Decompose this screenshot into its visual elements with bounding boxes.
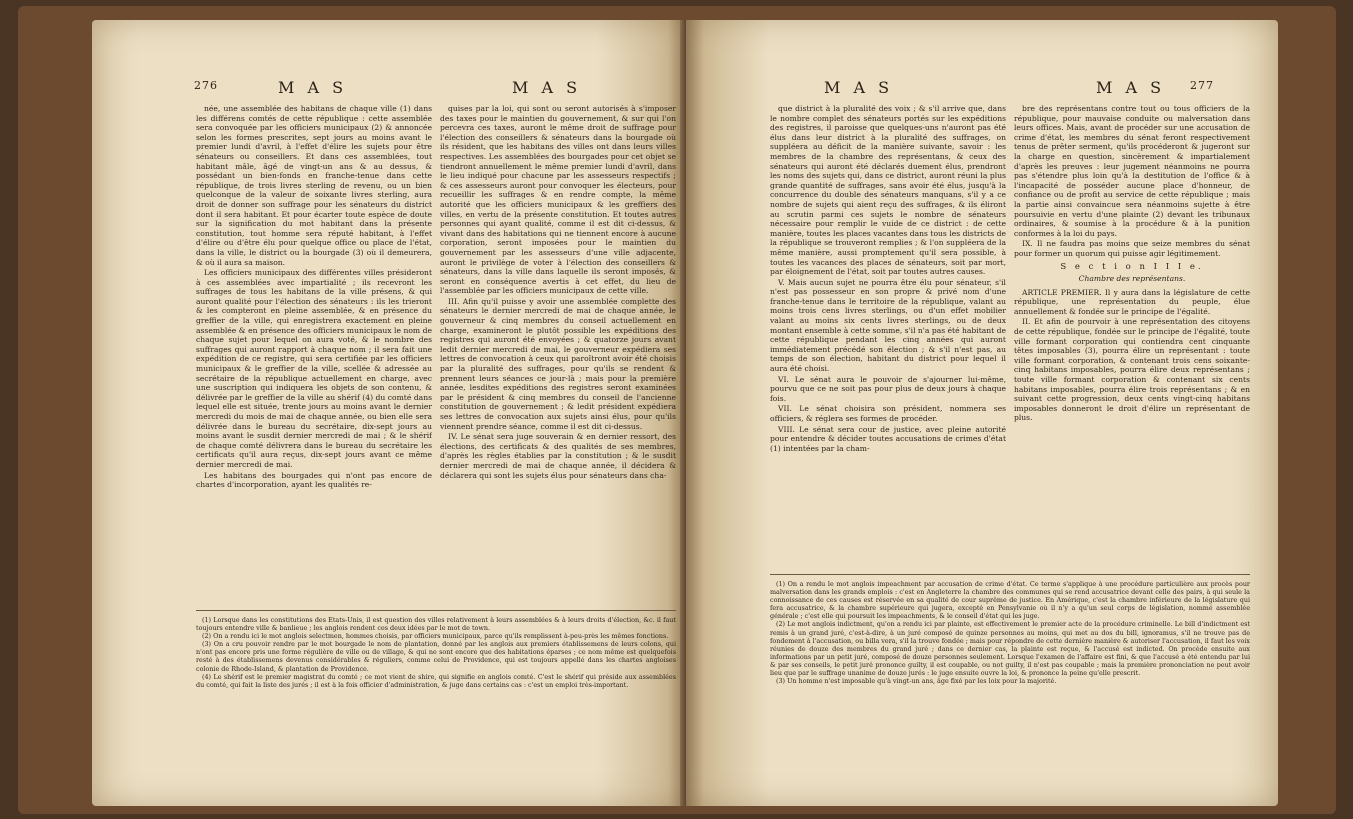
- paragraph: III. Afin qu'il puisse y avoir une assemblée complette des sénateurs le dernier mercredi de mai de chaque année, le gouverneur & cinq membres du conseil actuellement en charge, examineront le plutôt possible les expéditions des registres qui auront été envoyées ; & quatorze jours avant ledit dernier mercredi de mai, le gouverneur expédiera ses lettres de convocation à ceux qui paroîtront avoir été choisis par la pluralité des suffrages, pour qu'ils se rendent & prennent leurs séances ce jour-là ; mais pour la première année, lesdites expéditions des registres seront examinées par le président & cinq membres du conseil de l'ancienne constitution de gouvernement ; & ledit président expédiera ses lettres de convocation aux sujets ainsi élus, pour qu'ils viennent prendre séance, comme il est dit ci-dessus.: [440, 296, 676, 431]
- paragraph: née, une assemblée des habitans de chaque ville (1) dans les différens comtés de cette république : cette assemblée sera convoquée par les officiers municipaux (2) & annoncée selon les formes prescrites, sept jours au moins avant le premier lundi d'avril, à l'effet d'élire les sujets pour être sénateurs ou conseillers. Et dans ces assemblées, tout habitant mâle, âgé de vingt-un ans & au dessus, & possédant un bien-fonds en franche-tenue dans cette république, de trois livres sterling de revenu, ou un bien quelconque de la valeur de soixante livres sterling, aura droit de donner son suffrage pour les sénateurs du district dont il sera habitant. Et pour écarter toute espèce de doute sur la signification du mot habitant dans la présente constitution, tout homme sera réputé habitant, à l'effet d'élire ou d'être élu pour quelque office ou place de l'état, dans la ville, le district ou la bourgade (3) où il demeurera, & où il aura sa maison.: [196, 104, 432, 267]
- paragraph: bre des représentans contre tout ou tous officiers de la république, pour mauvaise conduite ou malversation dans leurs offices. Mais, avant de procéder sur une accusation de crime d'état, les membres du sénat feront respectivement tenus de prêter serment, qu'ils procéderont & jugeront sur la charge en question, sincèrement & impartialement d'après les preuves : leur jugement néanmoins ne pourra pas s'étendre plus loin qu'à la destitution de l'office & à l'incapacité de posséder aucune place d'honneur, de confiance ou de profit au service de cette république ; mais la partie ainsi convaincue sera néanmoins sujette à être poursuivie en vertu d'une plainte (2) devant les tribunaux ordinaires, & soumise à la procédure & à la punition conformes à la loi du pays.: [1014, 104, 1250, 238]
- section-subtitle: Chambre des représentans.: [1078, 274, 1186, 284]
- paragraph: que district à la pluralité des voix ; & s'il arrive que, dans le nombre complet des sénateurs portés sur les expéditions des registres, il paroisse que quelques-uns n'auront pas été élus dans leur district à la pluralité des suffrages, on suppléera au déficit de la manière suivante, savoir : les membres de la chambre des représentans, & ceux des sénateurs qui auront été déclarés duement élus, prendront les noms des sujets qui, dans ce district, auront réuni la plus grande quantité de suffrages, sans avoir été élus, jusqu'à la concurrence du double des sénateurs manquans, s'il y a ce nombre de sujets qui aient reçu des suffrages, & ils éliront au scrutin parmi ces sujets le nombre de sénateurs nécessaire pour remplir le vuide de ce district : de cette manière, toutes les places vacantes dans tous les districts de la république se trouveront remplies ; & l'on suppléera de la même manière, aussi promptement qu'il sera possible, à toutes les vacances des places de sénateurs, soit par mort, par éloignement de l'état, soit par toutes autres causes.: [770, 104, 1006, 277]
- paragraph: quises par la loi, qui sont ou seront autorisés à s'imposer des taxes pour le maintien du gouvernement, & sur qui l'on percevra ces taxes, auront le même droit de suffrage pour l'élection des conseillers & sénateurs dans la bourgade où ils résident, que les habitans des villes ont dans leurs villes respectives. Les assemblées des bourgades pour cet objet se tiendront annuellement le même premier lundi d'avril, dans le lieu indiqué pour chacune par les assesseurs respectifs ; & ces assesseurs auront pour convoquer les électeurs, pour recueillir les suffrages & en rendre compte, la même autorité que les officiers municipaux & les greffiers des villes, en vertu de la présente constitution. Et toutes autres personnes qui ayant qualité, comme il est dit ci-dessus, & vivant dans des habitations qui ne tiennent encore à aucune corporation, seront imposées pour le maintien du gouvernement par les assesseurs d'une ville adjacente, auront le privilège de voter à l'élection des conseillers & sénateurs, dans la ville dans laquelle ils seront imposés, & seront en conséquence avertis à cet effet, du lieu de l'assemblée par les officiers municipaux de cette ville.: [440, 104, 676, 296]
- left-column-2: [440, 104, 676, 602]
- running-head-right-1: M A S: [824, 78, 894, 97]
- footnote-rule-left: [196, 610, 676, 611]
- footnote-rule-right: [770, 574, 1250, 575]
- footnote: (2) Le mot anglois indictment, qu'on a rendu ici par plainte, est effectivement le premier acte de la procédure criminelle. Le bill d'indictment est remis à un grand juré, c'est-à-dire, à un juré composé de quinze personnes au moins, qui met au dos du bill, ignoramus, s'il ne trouve pas de fondement à l'accusation, ou billa vera, s'il la trouve fondée ; mais pour répondre de cette dernière manière & autoriser l'accusation, il faut les voix réunies de douze des membres du grand juré ; dans ce dernier cas, la plainte est reçue, & l'accusé est indicted. On procède ensuite aux informations par un petit juré, composé de douze personnes seulement. Lorsque l'examen de l'affaire est fini, & que l'accusé a été entendu par lui & par ses conseils, le petit juré prononce guilty, il est coupable, ou not guilty, il n'est pas coupable ; mais la première prononciation ne peut avoir lieu que par le suffrage unanime de douze jurés : le juge ensuite ouvre la loi, & prononce la peine qu'elle prescrit.: [770, 620, 1250, 678]
- left-page: [92, 20, 686, 806]
- section-title: S e c t i o n I I I e.: [1060, 261, 1204, 272]
- paragraph: VII. Le sénat choisira son président, nommera ses officiers, & réglera ses formes de procéder.: [770, 404, 1006, 423]
- paragraph: VI. Le sénat aura le pouvoir de s'ajourner lui-même, pourvu que ce ne soit pas pour plus de deux jours à chaque fois.: [770, 374, 1006, 403]
- left-column-1: [196, 104, 432, 602]
- footnote: (2) On a rendu ici le mot anglois selectmen, hommes choisis, par officiers municipaux, parce qu'ils remplissent à-peu-près les mêmes fonctions.: [202, 632, 669, 641]
- paragraph: VIII. Le sénat sera cour de justice, avec pleine autorité pour entendre & décider toutes accusations de crimes d'état (1) intentées par la cham-: [770, 424, 1006, 453]
- footnote: (3) On a cru pouvoir rendre par le mot bourgade le nom de plantation, donné par les anglois aux premiers établissemens de leurs colons, qui n'ont pas encore pris une forme régulière de ville ou de village, & qui ne sont encore que des habitations éparses ; ce nom même est quelquefois resté à des établissemens devenus considérables & réguliers, comme celui de Providence, qui est toujours appellé dans les chartes angloises colonie de Rhode-Island, & plantation de Providence.: [196, 640, 676, 673]
- footnote: (1) Lorsque dans les constitutions des Etats-Unis, il est question des villes relativement à leurs assemblées & à leurs droits d'élection, &c. il faut toujours entendre ville & banlieue ; les anglois rendent ces deux idées par le mot de town.: [196, 616, 676, 633]
- footnote: (1) On a rendu le mot anglois impeachment par accusation de crime d'état. Ce terme s'applique à une procédure particulière aux procès pour malversation dans les grands emplois : c'est en Angleterre la chambre des communes qui se rend accusatrice devant celle des pairs, à qui seule la connoissance de ces causes est réservée en sa qualité de cour suprême de justice. En Amérique, c'est la chambre inférieure de la législature qui fera accusatrice, & la chambre supérieure qui jugera, excepté en Pensylvanie où il n'y a qu'un seul corps de législation, nommé assemblée générale ; c'est elle qui poursuit les impeachments, & le conseil d'état qui les juge.: [770, 580, 1250, 621]
- paragraph: ARTICLE PREMIER. Il y aura dans la législature de cette république, une représentation du peuple, élue annuellement & fondée sur le principe de l'égalité.: [1014, 287, 1250, 316]
- paragraph: IV. Le sénat sera juge souverain & en dernier ressort, des élections, des certificats & des qualités de ses membres, d'après les règles établies par la constitution ; & le susdit dernier mercredi de mai de chaque année, il décidera & déclarera qui sont les sujets élus pour sénateurs dans cha-: [440, 432, 676, 480]
- right-column-1: [770, 104, 1006, 566]
- footnote: (3) Un homme n'est imposable qu'à vingt-un ans, âge fixé par les loix pour la majorité.: [776, 677, 1057, 686]
- paragraph: V. Mais aucun sujet ne pourra être élu pour sénateur, s'il n'est pas possesseur en son propre & privé nom d'une franche-tenue dans le territoire de la république, valant au moins trois cens livres sterlings, ou d'un effet mobilier valant au moins six cents livres sterlings, ou de deux montant ensemble à cette somme, s'il n'a pas été habitant de cette république pendant les cinq années qui auront immédiatement précédé son élection ; & s'il n'est pas, au temps de son élection, habitant du district pour lequel il aura été choisi.: [770, 277, 1006, 374]
- right-footnotes: [770, 580, 1250, 770]
- paragraph: Les habitans des bourgades qui n'ont pas encore de chartes d'incorporation, ayant les qualités re-: [196, 470, 432, 490]
- paragraph: IX. Il ne faudra pas moins que seize membres du sénat pour former un quorum qui puisse agir légitimement.: [1014, 239, 1250, 258]
- paragraph: Les officiers municipaux des différentes villes présideront à ces assemblées avec impartialité ; ils recevront les suffrages de tous les habitans de la ville présens, & qui auront qualité pour l'élection des sénateurs : ils les trieront & les compteront en pleine assemblée, & en présence du greffier de la ville, qui enregistrera exactement en pleine assemblée & en présence des officiers municipaux le nom de chaque sujet pour lequel on aura voté, & le nombre des suffrages qui auront rapport à chaque nom ; il sera fait une expédition de ce registre, qui sera certifiée par les officiers municipaux & le greffier de la ville, scellée & adressée au secrétaire de la république actuellement en charge, avec une suscription qui indiquera les objets de son contenu, & délivrée par le greffier de la ville au shérif (4) du comté dans lequel elle est située, trente jours au moins avant le dernier mercredi du mois de mai de chaque année, ou bien elle sera délivrée dans le bureau du secrétaire, dix-sept jours au moins avant le susdit dernier mercredi de mai ; & le shérif de chaque comté délivrera dans le bureau du secrétaire les certificats qu'il aura reçus, dix-sept jours avant ce même dernier mercredi de mai.: [196, 268, 432, 469]
- page-number-left: 276: [194, 79, 218, 92]
- right-page: [686, 20, 1278, 806]
- running-head-left-1: M A S: [278, 78, 348, 97]
- right-column-2: [1014, 104, 1250, 566]
- page-number-right: 277: [1190, 79, 1214, 92]
- paragraph: II. Et afin de pourvoir à une représentation des citoyens de cette république, fondée sur le principe de l'égalité, toute ville formant corporation qui contiendra cent cinquante têtes imposables (3), pourra élire un représentant : toute ville formant corporation, & contenant trois cens soixante-cinq habitans imposables, pourra élire deux représentans ; toute ville formant corporation & contenant six cents habitans imposables, pourra élire trois représentans ; & en suivant cette progression, deux cents vingt-cinq habitans imposables donneront le droit d'élire un représentant de plus.: [1014, 317, 1250, 423]
- running-head-right-2: M A S: [1096, 78, 1166, 97]
- footnote: (4) Le shérif est le premier magistrat du comté ; ce mot vient de shire, qui signifie en anglois comté. C'est le shérif qui préside aux assemblées du comté, qui fait la liste des jurés ; il est à la fois officier d'administration, & juge dans certains cas : c'est un emploi très-important.: [196, 672, 676, 689]
- open-book: [18, 6, 1336, 814]
- running-head-left-2: M A S: [512, 78, 582, 97]
- left-footnotes: [196, 616, 676, 752]
